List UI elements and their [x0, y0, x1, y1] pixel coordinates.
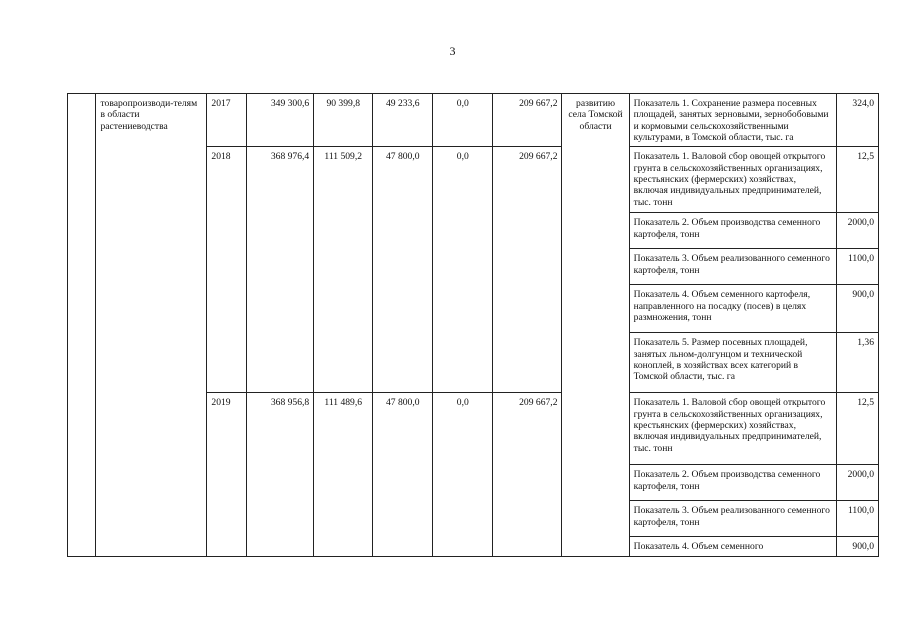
other-cell: 209 667,2 — [493, 393, 562, 557]
indicator-text: Показатель 1. Сохранение размера посевных площадей, занятых зерновыми, зернобобовыми и кормовыми сельскохозяйственными культурами, в Томской области, тыс. га — [629, 94, 837, 147]
fed-cell: 111 509,2 — [314, 147, 373, 393]
fed-cell: 111 489,6 — [314, 393, 373, 557]
year-cell: 2018 — [207, 147, 247, 393]
reg-cell: 47 800,0 — [373, 393, 433, 557]
indicator-value: 2000,0 — [837, 213, 879, 249]
indicator-value: 1100,0 — [837, 249, 879, 285]
indicator-value: 12,5 — [837, 393, 879, 465]
indicator-text: Показатель 1. Валовой сбор овощей открытого грунта в сельскохозяйственных организациях, крестьянских (фермерских) хозяйствах, включая индивидуальных предпринимателей, тыс. тонн — [629, 147, 837, 213]
total-cell: 349 300,6 — [247, 94, 314, 147]
indicator-value: 1100,0 — [837, 501, 879, 537]
row-number-cell — [68, 94, 96, 557]
indicator-value: 2000,0 — [837, 465, 879, 501]
other-cell: 209 667,2 — [493, 147, 562, 393]
page-number: 3 — [449, 44, 456, 58]
reg-cell: 49 233,6 — [373, 94, 433, 147]
purpose-cell: развитию села Томской области — [562, 94, 629, 557]
fed-cell: 90 399,8 — [314, 94, 373, 147]
indicator-value: 900,0 — [837, 285, 879, 333]
table-row — [68, 94, 879, 147]
indicator-text: Показатель 4. Объем семенного — [629, 537, 837, 557]
indicator-text: Показатель 4. Объем семенного картофеля, направленного на посадку (посев) в целях размножения, тонн — [629, 285, 837, 333]
indicator-text: Показатель 1. Валовой сбор овощей открытого грунта в сельскохозяйственных организациях, крестьянских (фермерских) хозяйствах, включая индивидуальных предпринимателей, тыс. тонн — [629, 393, 837, 465]
indicator-value: 1,36 — [837, 333, 879, 393]
other-cell: 209 667,2 — [493, 94, 562, 147]
indicator-text: Показатель 5. Размер посевных площадей, занятых льном-долгунцом и технической коноплей, в хозяйствах всех категорий в Томской области, тыс. га — [629, 333, 837, 393]
total-cell: 368 976,4 — [247, 147, 314, 393]
indicator-value: 900,0 — [837, 537, 879, 557]
indicator-text: Показатель 3. Объем реализованного семенного картофеля, тонн — [629, 249, 837, 285]
indicator-text: Показатель 2. Объем производства семенного картофеля, тонн — [629, 213, 837, 249]
loc-cell: 0,0 — [433, 94, 493, 147]
indicator-text: Показатель 3. Объем реализованного семенного картофеля, тонн — [629, 501, 837, 537]
row-label-cell: товаропроизводи-телям в области растениеводства — [96, 94, 207, 557]
indicator-value: 324,0 — [837, 94, 879, 147]
loc-cell: 0,0 — [433, 147, 493, 393]
year-cell: 2019 — [207, 393, 247, 557]
indicator-value: 12,5 — [837, 147, 879, 213]
loc-cell: 0,0 — [433, 393, 493, 557]
total-cell: 368 956,8 — [247, 393, 314, 557]
year-cell: 2017 — [207, 94, 247, 147]
program-table — [67, 93, 879, 557]
indicator-text: Показатель 2. Объем производства семенного картофеля, тонн — [629, 465, 837, 501]
reg-cell: 47 800,0 — [373, 147, 433, 393]
